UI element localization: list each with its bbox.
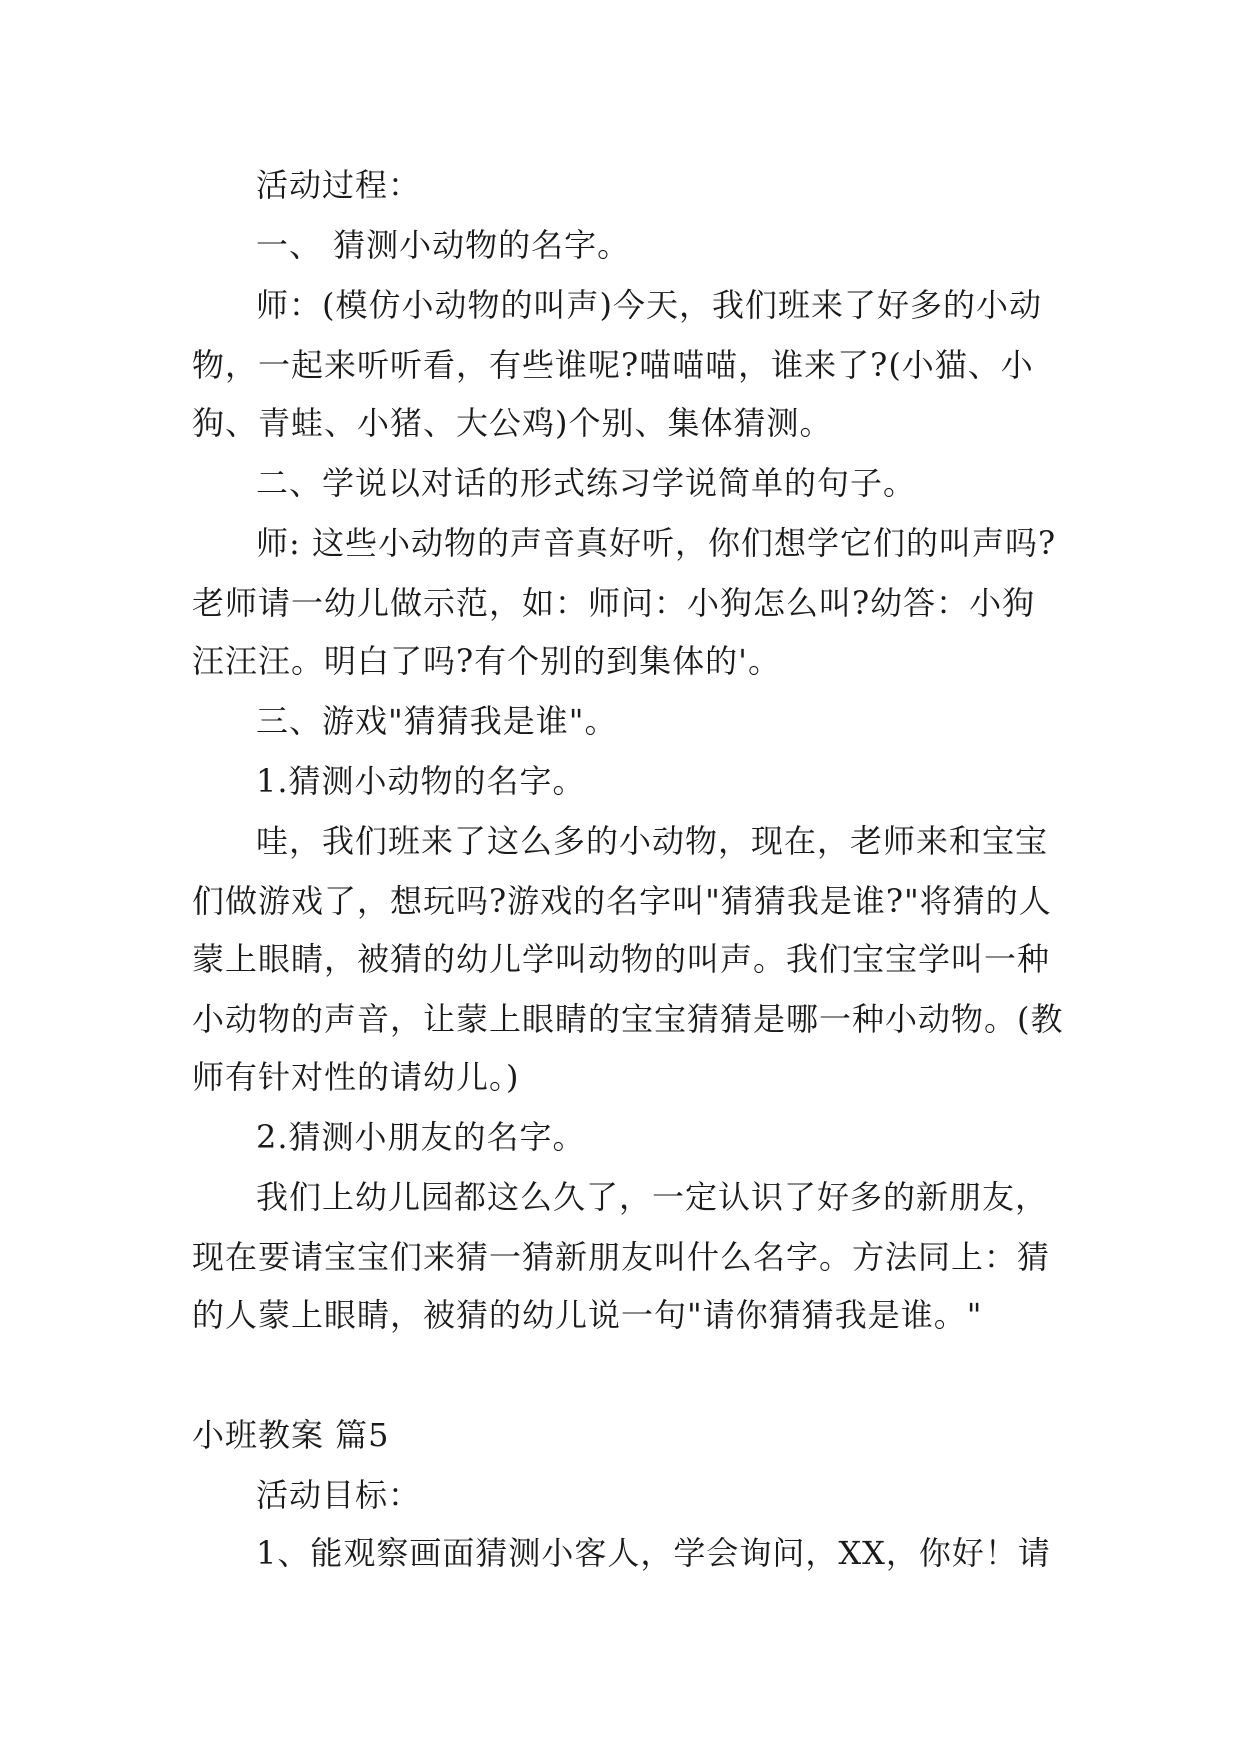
- step-two-heading: 二、学说以对话的形式练习学说简单的句子。: [256, 464, 917, 502]
- sub-step-heading: 1.猜测小动物的名字。: [256, 762, 586, 800]
- paragraph-line: 哇，我们班来了这么多的小动物，现在，老师来和宝宝: [256, 822, 1049, 860]
- paragraph-line: 1、能观察画面猜测小客人，学会询问，XX，你好！请: [256, 1534, 1051, 1572]
- paragraph-line: 老师请一幼儿做示范，如：师问：小狗怎么叫?幼答：小狗: [192, 584, 1036, 622]
- section-heading-process: 活动过程：: [256, 166, 422, 204]
- paragraph-line: 的人蒙上眼睛，被猜的幼儿说一句"请你猜猜我是谁。": [192, 1296, 983, 1334]
- paragraph-line: 师：(模仿小动物的叫声)今天，我们班来了好多的小动: [256, 286, 1042, 324]
- step-one-heading: 一、 猜测小动物的名字。: [256, 226, 631, 264]
- paragraph-line: 我们上幼儿园都这么久了，一定认识了好多的新朋友，: [256, 1178, 1049, 1216]
- paragraph-line: 蒙上眼睛，被猜的幼儿学叫动物的叫声。我们宝宝学叫一种: [192, 940, 1051, 978]
- paragraph-line: 小动物的声音，让蒙上眼睛的宝宝猜猜是哪一种小动物。(教: [192, 1000, 1064, 1038]
- paragraph-line: 师: 这些小动物的声音真好听，你们想学它们的叫声吗?: [256, 524, 1057, 562]
- paragraph-line: 汪汪汪。明白了吗?有个别的到集体的'。: [192, 642, 781, 680]
- paragraph-line: 师有针对性的请幼儿。): [192, 1058, 520, 1096]
- section-heading-goals: 活动目标：: [256, 1476, 422, 1514]
- paragraph-line: 物，一起来听听看，有些谁呢?喵喵喵，谁来了?(小猫、小: [192, 346, 1034, 384]
- step-three-heading: 三、游戏"猜猜我是谁"。: [256, 702, 618, 740]
- paragraph-line: 狗、青蛙、小猪、大公鸡)个别、集体猜测。: [192, 404, 833, 442]
- sub-step-heading: 2.猜测小朋友的名字。: [256, 1118, 586, 1156]
- paragraph-line: 们做游戏了，想玩吗?游戏的名字叫"猜猜我是谁?"将猜的人: [192, 882, 1052, 920]
- lesson-plan-heading: 小班教案 篇5: [192, 1416, 390, 1454]
- paragraph-line: 现在要请宝宝们来猜一猜新朋友叫什么名字。方法同上：猜: [192, 1238, 1051, 1276]
